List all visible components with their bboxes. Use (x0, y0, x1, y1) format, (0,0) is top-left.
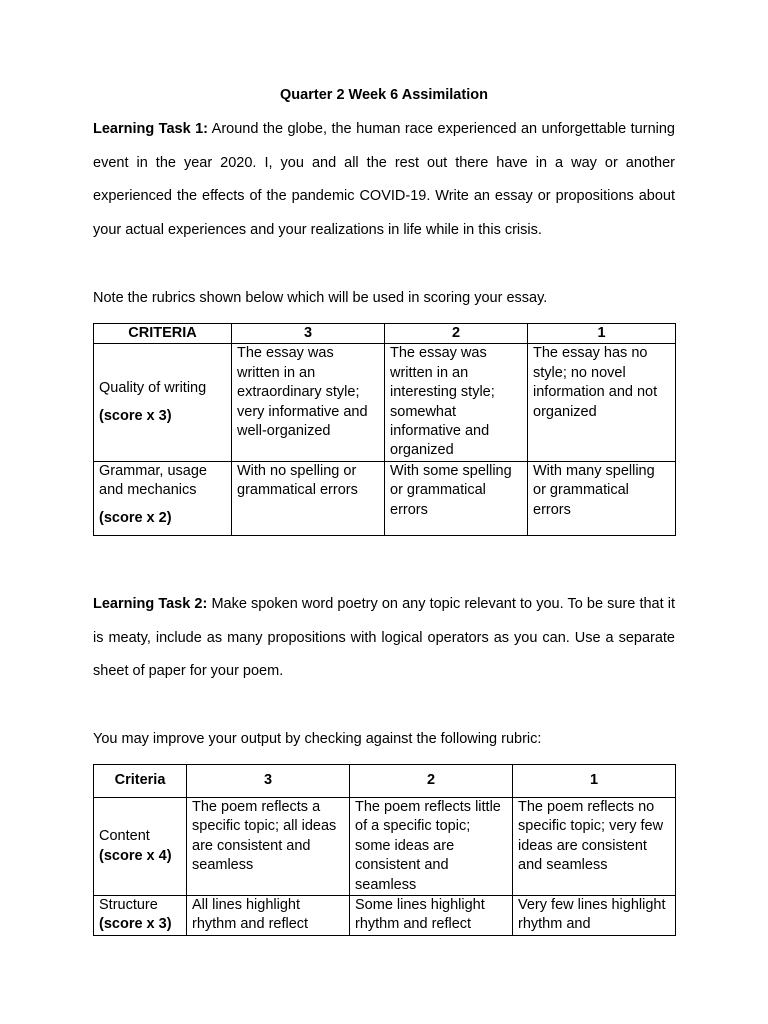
rubric-cell: All lines highlight rhythm and reflect (187, 896, 350, 936)
task2-paragraph (93, 588, 675, 689)
rubric-cell: The poem reflects a specific topic; all ideas are consistent and seamless (187, 798, 350, 896)
criterion-score: (score x 3) (99, 407, 172, 424)
table-header-row (94, 324, 676, 344)
header-score-1: 1 (513, 765, 676, 798)
task1-text: Around the globe, the human race experienced an unforgettable turning event in the year 2020. I, you and all the rest out there have in a way or another experienced the effects of the pandemic COVID-19. Write an essay or propositions about your actual experiences and your realizations in life while in this crisis. (93, 121, 675, 238)
rubric-cell: The essay was written in an interesting style; somewhat informative and organized (385, 344, 528, 461)
rubric-cell: The essay has no style; no novel information and not organized (528, 344, 676, 461)
rubric-cell: The poem reflects no specific topic; very few ideas are consistent and seamless (513, 798, 676, 896)
table-header-row (94, 765, 676, 798)
table-row (94, 896, 676, 936)
rubric-cell: The essay was written in an extraordinary style; very informative and well-organized (232, 344, 385, 461)
criterion-cell (94, 344, 232, 461)
rubric-cell: With some spelling or grammatical errors (385, 461, 528, 535)
criterion-cell (94, 896, 187, 936)
table-row (94, 461, 676, 535)
table-row (94, 344, 676, 461)
criterion-cell (94, 461, 232, 535)
rubric-cell: With no spelling or grammatical errors (232, 461, 385, 535)
rubric-cell: With many spelling or grammatical errors (528, 461, 676, 535)
task2-text: Make spoken word poetry on any topic relevant to you. To be sure that it is meaty, include as many propositions with logical operators as you can. Use a separate sheet of paper for your poem. (93, 596, 676, 679)
table-row (94, 798, 676, 896)
essay-rubric-table (93, 323, 676, 536)
header-score-3: 3 (187, 765, 350, 798)
header-criteria: CRITERIA (94, 324, 232, 344)
header-score-2: 2 (350, 765, 513, 798)
criterion-score: (score x 3) (99, 916, 172, 933)
rubric-cell: Some lines highlight rhythm and reflect (350, 896, 513, 936)
page-title: Quarter 2 Week 6 Assimilation (280, 87, 488, 103)
task2-label: Learning Task 2: (93, 596, 208, 612)
rubric-cell: Very few lines highlight rhythm and (513, 896, 676, 936)
poem-rubric-table (93, 764, 676, 936)
header-criteria: Criteria (94, 765, 187, 798)
criterion-name: Quality of writing (99, 380, 207, 397)
header-score-3: 3 (232, 324, 385, 344)
criterion-name: Content (99, 828, 150, 845)
task1-paragraph (93, 113, 675, 247)
task1-note: Note the rubrics shown below which will be used in scoring your essay. (93, 290, 548, 306)
task1-label: Learning Task 1: (93, 121, 209, 137)
header-score-1: 1 (528, 324, 676, 344)
header-score-2: 2 (385, 324, 528, 344)
rubric-cell: The poem reflects little of a specific topic; some ideas are consistent and seamless (350, 798, 513, 896)
task2-note: You may improve your output by checking against the following rubric: (93, 731, 542, 747)
criterion-score: (score x 4) (99, 847, 172, 864)
criterion-score: (score x 2) (99, 509, 172, 526)
criterion-cell (94, 798, 187, 896)
criterion-name: Structure (99, 897, 158, 914)
criterion-name: Grammar, usage and mechanics (99, 462, 207, 499)
